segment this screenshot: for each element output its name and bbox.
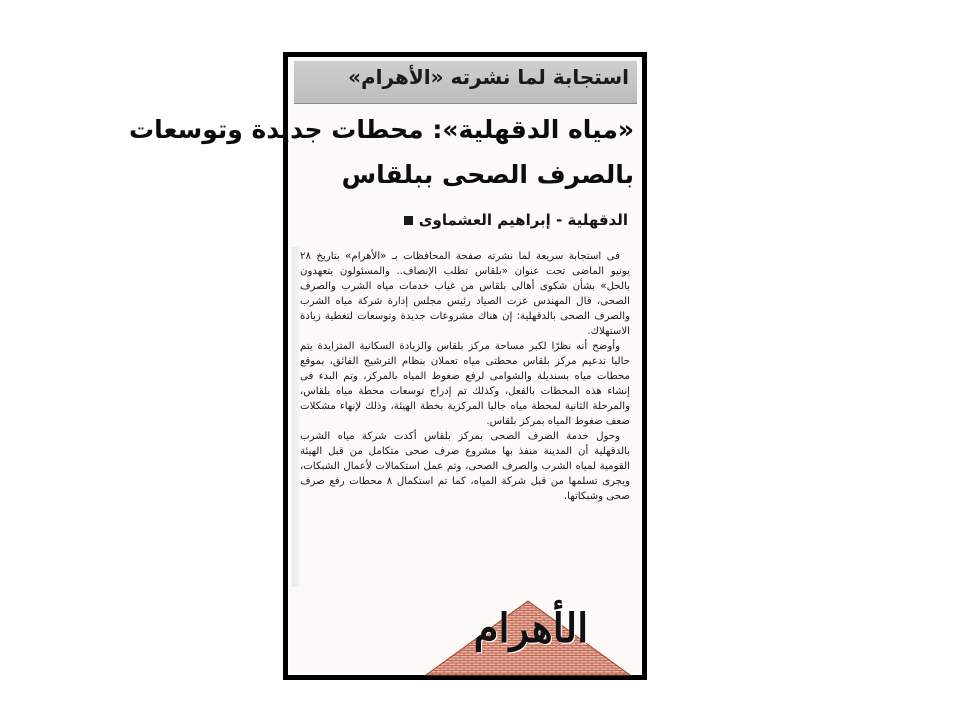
- ahram-logo-text: الأهرام: [473, 605, 589, 652]
- article-paragraph: فى استجابة سريعة لما نشرته صفحة المحافظات بـ «الأهرام» بتاريخ ٢٨ يونيو الماضى تحت عنوان «بلقاس تطلب الإنصاف.. والمسئولون يتعهدون بالحل» بشأن شكوى أهالى بلقاس من غياب خدمات مياه الشرب والصرف الصحى، قال المهندس عزت الصياد رئيس مجلس إدارة شركة مياه الشرب والصرف الصحى بالدقهلية: إن هناك مشروعات جديدة وتوسعات لتغطية زيادة الاستهلاك.: [300, 251, 630, 337]
- article-paragraph: وحول خدمة الصرف الصحى بمركز بلقاس أكدت شركة مياه الشرب بالدقهلية أن المدينة منفذ بها مشروع صرف صحى متكامل من قبل الهيئة القومية لمياه الشرب والصرف الصحى، وتم عمل استكمالات لأعمال الشبكات، ويجرى تسلمها من قبل شركة المياه، كما تم استكمال ٨ محطات رفع صرف صحى وشبكاتها.: [300, 431, 631, 502]
- article-body: [300, 249, 630, 504]
- byline: [404, 211, 628, 229]
- clipping-frame: [129, 52, 647, 680]
- square-bullet-icon: [404, 216, 413, 225]
- newspaper-clipping: [129, 57, 642, 675]
- scan-shadow: [292, 247, 300, 587]
- faded-bleed-text: [296, 93, 634, 107]
- section-header: استجابة لما نشرته «الأهرام»: [348, 65, 629, 89]
- byline-text: الدقهلية - إبراهيم العشماوى: [418, 211, 628, 229]
- headline-line-1: «مياه الدقهلية»: محطات جديدة وتوسعات: [129, 115, 634, 144]
- ahram-logo: [418, 595, 638, 677]
- article-paragraph: وأوضح أنه نظرًا لكبر مساحة مركز بلقاس والزيادة السكانية المتزايدة يتم حاليا تدعيم مركز بلقاس محطتى مياه تعملان بنظام الترشيح الفائق، بموقع محطات مياه بسنديلة والشوامى لرفع ضغوط المياه بالمركز، وتم البدء فى إنشاء هذه المحطات بالفعل، وكذلك تم إدراج توسعات محطة مياه بلقاس، والمرحلة الثانية لمحطة مياه جاليا المركزية بخطة الهيئة، وذلك لإنهاء مشكلات ضعف ضغوط المياه بمركز بلقاس.: [300, 341, 630, 427]
- headline-line-2: بالصرف الصحى ببلقاس: [341, 160, 634, 189]
